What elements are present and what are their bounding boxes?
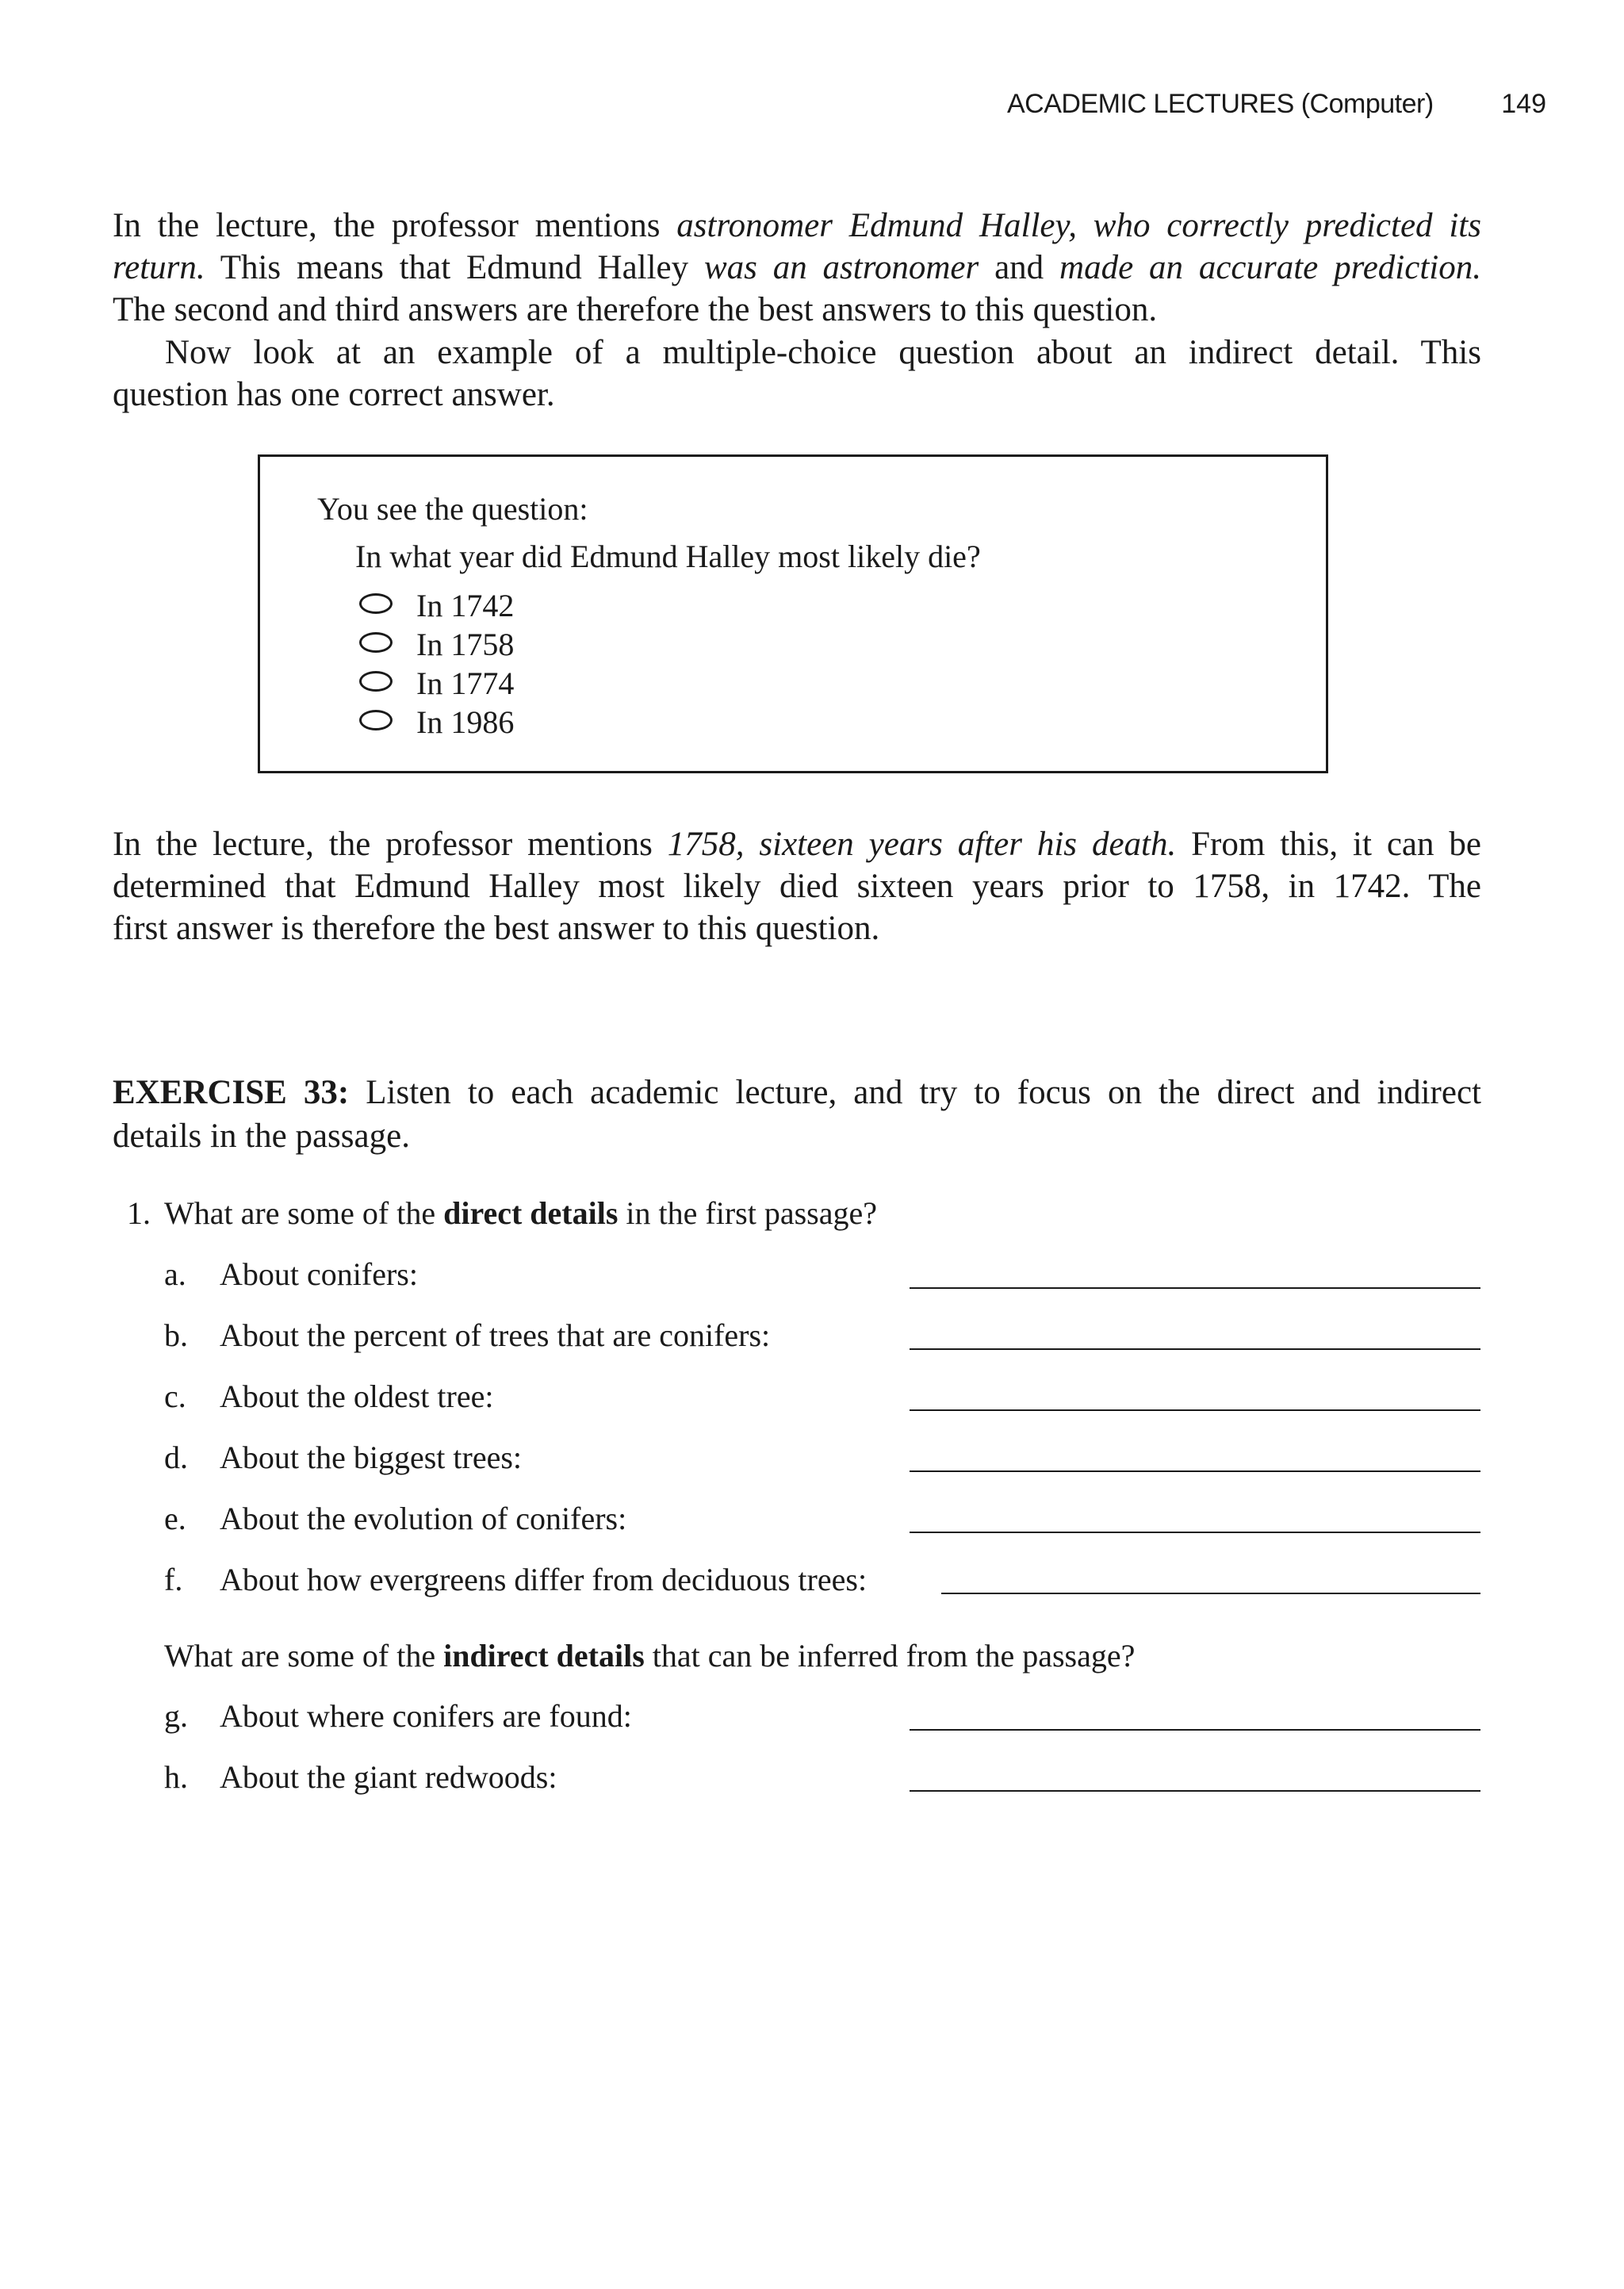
list-item: f. About how evergreens differ from deciduous trees:: [164, 1561, 1480, 1601]
header-title: ACADEMIC LECTURES (Computer): [1007, 89, 1434, 119]
question-number: 1.: [127, 1195, 151, 1231]
exercise-line: details in the passage.: [113, 1118, 410, 1155]
list-item: a. About conifers:: [164, 1256, 1480, 1295]
answer-blank[interactable]: [910, 1470, 1480, 1472]
paragraph-line: Now look at an example of a multiple-choice question about an indirect detail. This: [165, 334, 1481, 371]
exercise-label: EXERCISE 33:: [113, 1074, 350, 1111]
answer-blank[interactable]: [941, 1593, 1480, 1594]
exercise-instructions: [113, 1071, 1481, 1158]
list-item: g. About where conifers are found:: [164, 1697, 1480, 1737]
list-item: b. About the percent of trees that are conifers:: [164, 1317, 1480, 1356]
answer-blank[interactable]: [910, 1790, 1480, 1792]
running-header: [1007, 89, 1546, 128]
question-intro: You see the question:: [317, 491, 588, 527]
list-item: d. About the biggest trees:: [164, 1439, 1480, 1478]
paragraph-line: return. This means that Edmund Halley was an astronomer and made an accurate prediction.: [113, 249, 1481, 286]
exercise-line: EXERCISE 33: Listen to each academic lecture, and try to focus on the direct and indirect: [113, 1074, 1481, 1111]
list-item: c. About the oldest tree:: [164, 1378, 1480, 1417]
list-item: e. About the evolution of conifers:: [164, 1500, 1480, 1539]
page-number: 149: [1501, 89, 1546, 119]
sample-question-box: You see the question: In what year did Edmund Halley most likely die? In 1742 In 1758 In 1774 In 1986: [258, 454, 1328, 773]
paragraph-line: first answer is therefore the best answer to this question.: [113, 910, 880, 947]
radio-oval-icon[interactable]: [359, 593, 393, 614]
question-direct-details: What are some of the direct details in the first passage?: [164, 1195, 877, 1231]
answer-blank[interactable]: [910, 1729, 1480, 1731]
radio-oval-icon[interactable]: [359, 632, 393, 653]
answer-blank[interactable]: [910, 1409, 1480, 1411]
paragraph-explanation-direct: [113, 205, 1481, 331]
paragraph-intro-indirect: [113, 332, 1481, 416]
radio-oval-icon[interactable]: [359, 710, 393, 730]
paragraph-line: In the lecture, the professor mentions 1758, sixteen years after his death. From this, it can be: [113, 826, 1481, 863]
paragraph-line: determined that Edmund Halley most likely died sixteen years prior to 1758, in 1742. The: [113, 868, 1481, 905]
question-text: In what year did Edmund Halley most likely die?: [355, 539, 981, 574]
list-item: h. About the giant redwoods:: [164, 1758, 1480, 1798]
paragraph-explanation-indirect: [113, 823, 1481, 949]
radio-oval-icon[interactable]: [359, 671, 393, 692]
answer-blank[interactable]: [910, 1348, 1480, 1350]
paragraph-line: In the lecture, the professor mentions astronomer Edmund Halley, who correctly predicted its: [113, 207, 1481, 244]
answer-blank[interactable]: [910, 1287, 1480, 1289]
paragraph-line: question has one correct answer.: [113, 376, 555, 413]
answer-blank[interactable]: [910, 1532, 1480, 1533]
paragraph-line: The second and third answers are therefore the best answers to this question.: [113, 291, 1158, 328]
question-indirect-details: What are some of the indirect details that can be inferred from the passage?: [164, 1638, 1136, 1674]
